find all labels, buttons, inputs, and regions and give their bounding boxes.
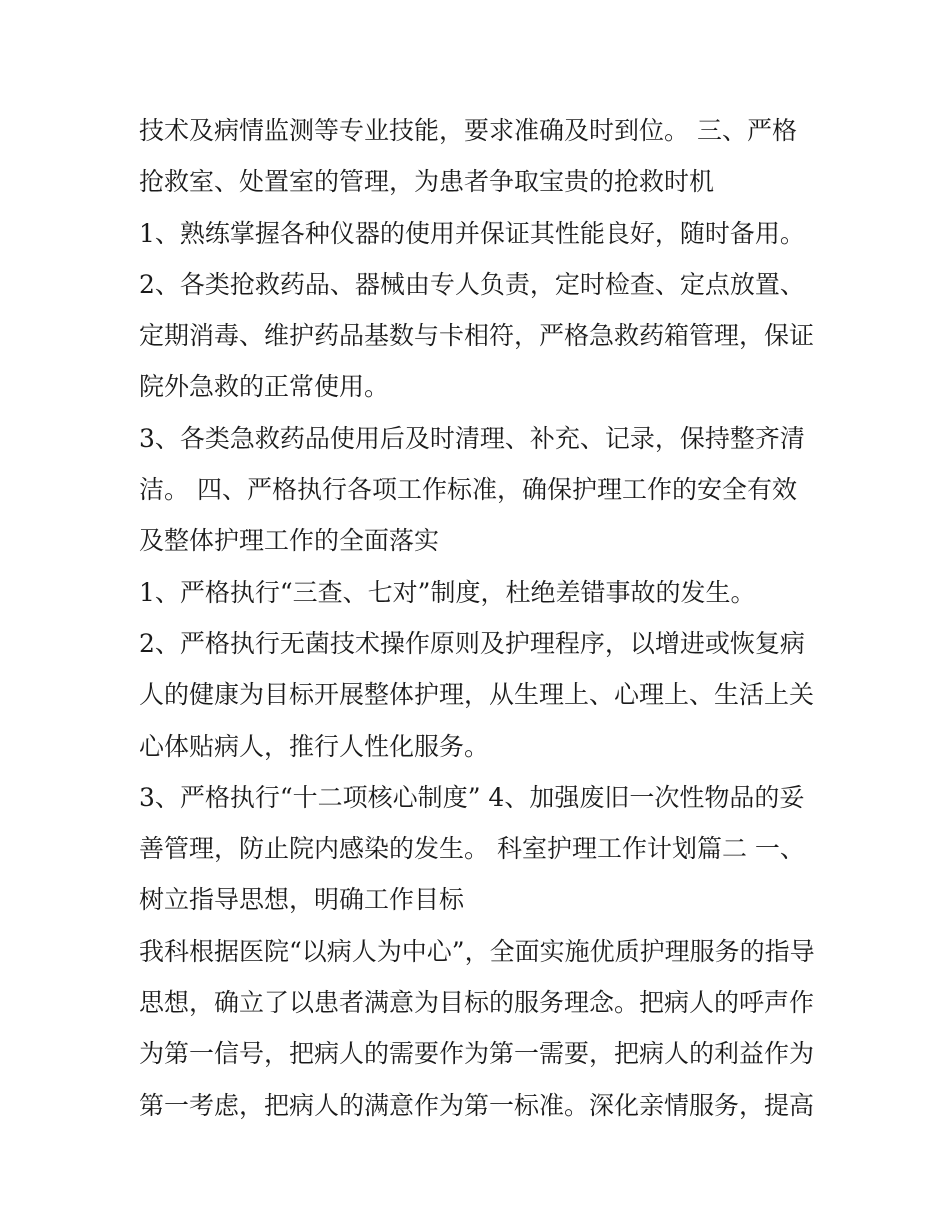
text-line: 树立指导思想，明确工作目标 xyxy=(139,885,465,915)
text-line: 3、严格执行“十二项核心制度” 4、加强废旧一次性物品的妥 xyxy=(139,782,805,812)
text-line: 心体贴病人，推行人性化服务。 xyxy=(139,731,490,761)
text-line: 院外急救的正常使用。 xyxy=(139,372,390,402)
text-line: 思想，确立了以患者满意为目标的服务理念。把病人的呼声作 xyxy=(139,988,815,1018)
text-line: 技术及病情监测等专业技能，要求准确及时到位。 三、严格 xyxy=(139,116,797,145)
text-line: 2、各类抢救药品、器械由专人负责，定时检查、定点放置、 xyxy=(139,269,805,299)
text-line: 1、熟练掌握各种仪器的使用并保证其性能良好，随时备用。 xyxy=(139,218,805,248)
text-line: 人的健康为目标开展整体护理，从生理上、心理上、生活上关 xyxy=(139,680,815,710)
text-line: 第一考虑，把病人的满意作为第一标准。深化亲情服务，提高 xyxy=(139,1090,815,1120)
body-text xyxy=(139,105,819,1131)
text-line: 洁。 四、严格执行各项工作标准，确保护理工作的安全有效 xyxy=(139,475,797,505)
text-line: 善管理，防止院内感染的发生。 科室护理工作计划篇二 一、 xyxy=(139,834,805,864)
text-line: 2、严格执行无菌技术操作原则及护理程序，以增进或恢复病 xyxy=(139,628,805,658)
text-line: 及整体护理工作的全面落实 xyxy=(139,526,440,556)
text-line: 定期消毒、维护药品基数与卡相符，严格急救药箱管理，保证 xyxy=(139,321,815,351)
text-line: 1、严格执行“三查、七对”制度，杜绝差错事故的发生。 xyxy=(139,577,756,607)
text-line: 3、各类急救药品使用后及时清理、补充、记录，保持整齐清 xyxy=(139,423,805,453)
text-line: 抢救室、处置室的管理，为患者争取宝贵的抢救时机 xyxy=(139,167,715,197)
text-line: 为第一信号，把病人的需要作为第一需要，把病人的利益作为 xyxy=(139,1039,815,1069)
text-line: 我科根据医院“以病人为中心”，全面实施优质护理服务的指导 xyxy=(139,936,815,966)
